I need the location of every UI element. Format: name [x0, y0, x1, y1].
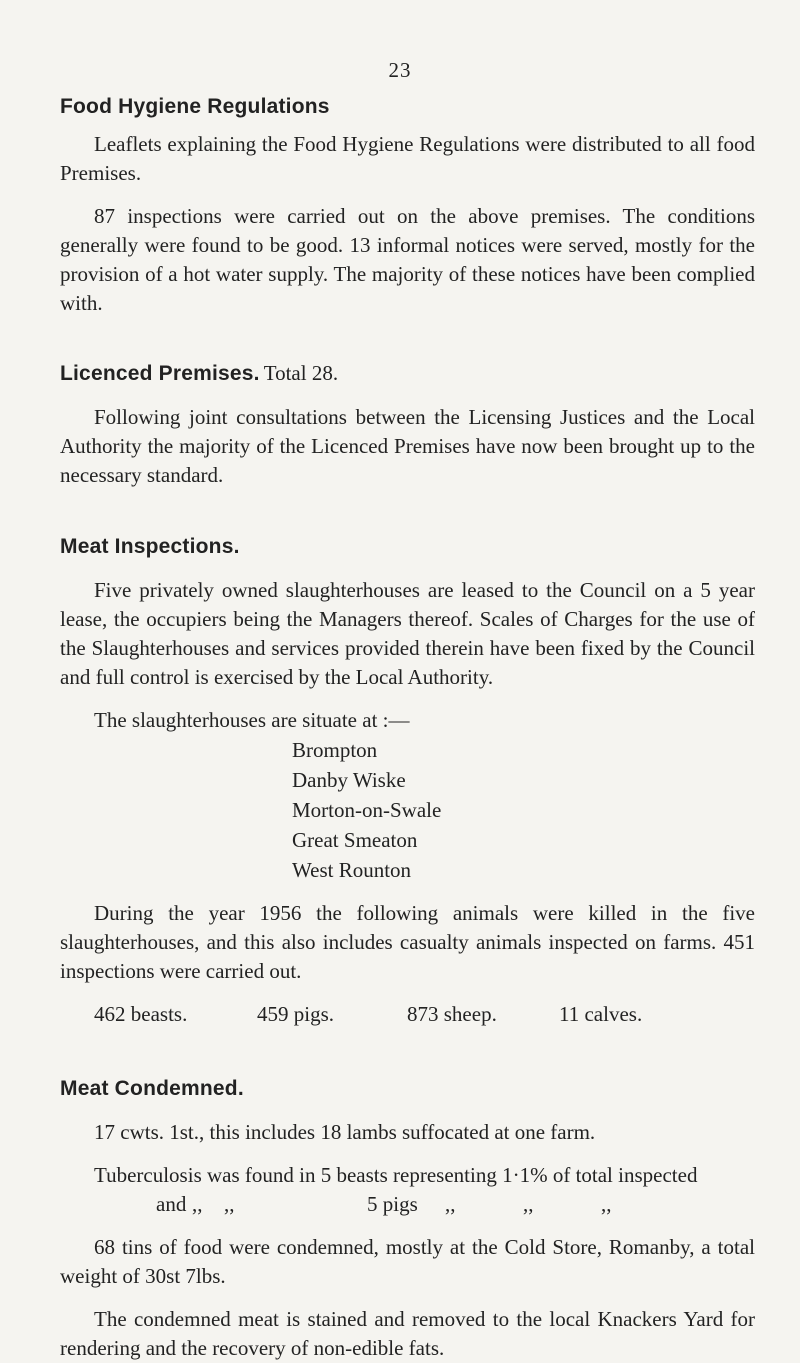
licenced-total: Total 28.: [263, 361, 339, 385]
heading-food-hygiene: Food Hygiene Regulations: [60, 95, 330, 118]
list-item: Danby Wiske: [292, 768, 406, 792]
section-licenced-premises: [60, 359, 755, 490]
ditto-mark: ,,: [523, 1192, 534, 1216]
ditto-mark: ,,: [445, 1192, 456, 1216]
ditto-mark: ,,: [224, 1192, 235, 1216]
paragraph-animals-killed: During the year 1956 the following animals were killed in the five slaughterhouses, and this also includes casualty animals inspected on farms. 451 inspections were carried out.: [60, 901, 755, 983]
section-meat-inspections: [60, 532, 755, 1029]
count-beasts: 462 beasts.: [94, 1002, 188, 1026]
slaughterhouse-list: [292, 735, 755, 885]
heading-meat-condemned: Meat Condemned.: [60, 1077, 244, 1100]
list-item: West Rounton: [292, 858, 412, 882]
paragraph-cwts: 17 cwts. 1st., this includes 18 lambs suffocated at one farm.: [94, 1120, 596, 1144]
count-calves: 11 calves.: [559, 1002, 643, 1026]
count-sheep: 873 sheep.: [407, 1002, 497, 1026]
heading-line-licenced: [60, 359, 755, 389]
list-item: Great Smeaton: [292, 828, 418, 852]
paragraph-consultations: Following joint consultations between the Licensing Justices and the Local Authority the majority of the Licenced Premises have now been brought up to the necessary standard.: [60, 405, 755, 487]
ditto-and: and: [156, 1192, 187, 1216]
section-food-hygiene: [60, 92, 755, 318]
list-item: Morton-on-Swale: [292, 798, 442, 822]
paragraph-situate: The slaughterhouses are situate at :—: [94, 708, 410, 732]
count-pigs: 459 pigs.: [257, 1002, 335, 1026]
heading-licenced-premises: Licenced Premises.: [60, 362, 260, 385]
pigs-count: 5 pigs: [367, 1192, 418, 1216]
ditto-mark: ,,: [192, 1192, 203, 1216]
paragraph-slaughterhouses: Five privately owned slaughterhouses are leased to the Council on a 5 year lease, the occupiers being the Managers thereof. Scales of Charges for the use of the Slaughterhouses and services provided therein have been fixed by the Council and full control is exercised by the Local Authority.: [60, 578, 755, 689]
paragraph-knackers-yard: The condemned meat is stained and removed to the local Knackers Yard for rendering and the recovery of non-edible fats.: [60, 1307, 755, 1360]
list-item: Brompton: [292, 738, 378, 762]
ditto-mark: ,,: [601, 1192, 612, 1216]
paragraph-leaflets: Leaflets explaining the Food Hygiene Regulations were distributed to all food Premises.: [60, 132, 755, 185]
paragraph-tins: 68 tins of food were condemned, mostly at the Cold Store, Romanby, a total weight of 30st 7lbs.: [60, 1235, 755, 1288]
document-body: [60, 92, 755, 1363]
tuberculosis-line-2: [156, 1190, 755, 1219]
tuberculosis-line-1: Tuberculosis was found in 5 beasts representing 1·1% of total inspected: [94, 1163, 698, 1187]
page-number: 23: [388, 58, 412, 82]
heading-meat-inspections: Meat Inspections.: [60, 535, 240, 558]
paragraph-inspections: 87 inspections were carried out on the above premises. The conditions generally were found to be good. 13 informal notices were served, mostly for the provision of a hot water supply. The majority of these notices have been complied with.: [60, 204, 755, 315]
section-meat-condemned: [60, 1074, 755, 1363]
animal-counts: [94, 1000, 755, 1029]
